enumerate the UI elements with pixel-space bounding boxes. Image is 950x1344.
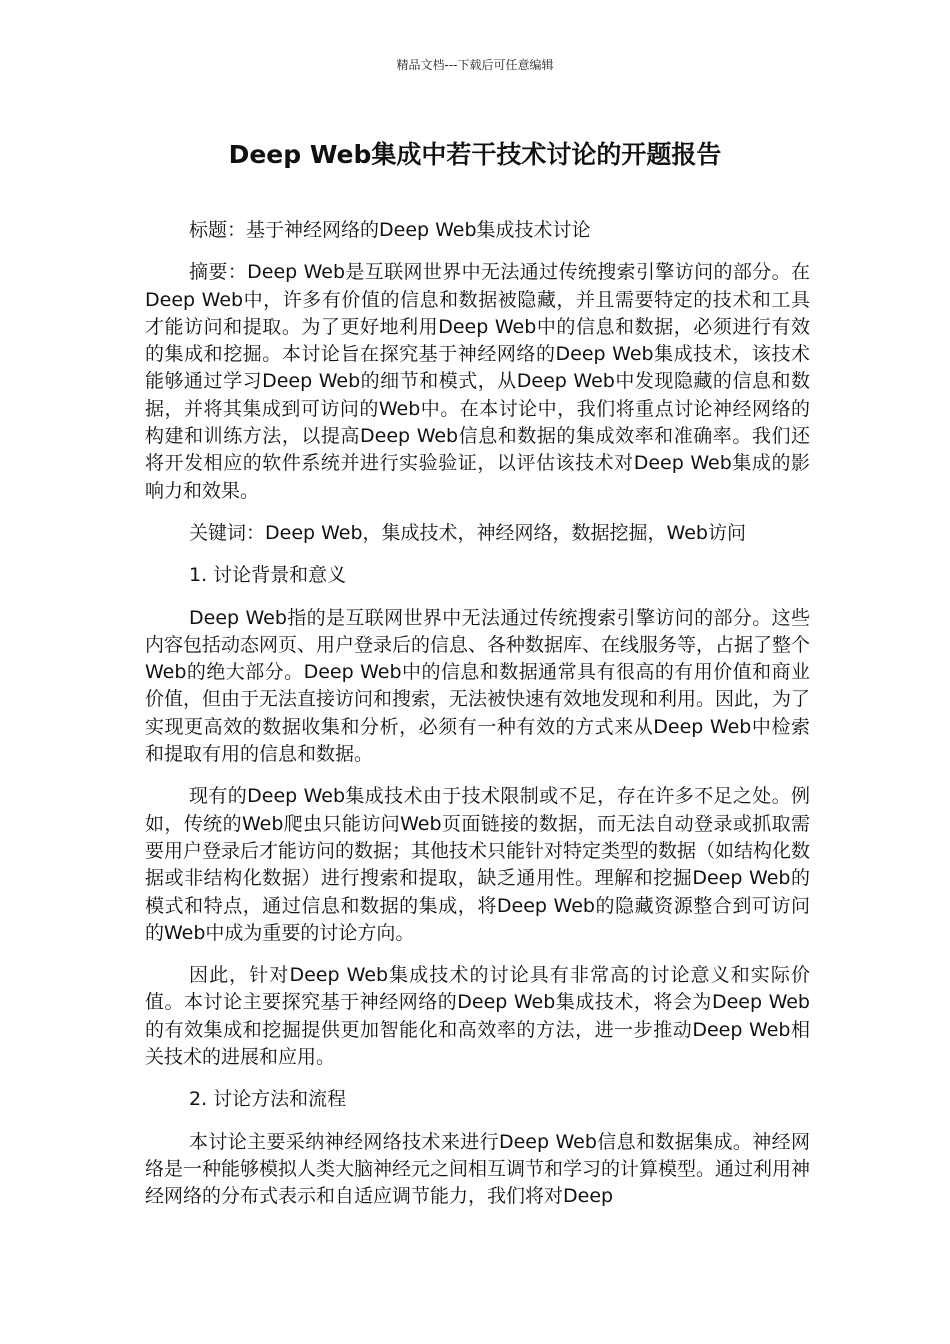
document-body — [145, 217, 810, 1226]
body-paragraph: 本讨论主要采纳神经网络技术来进行Deep Web信息和数据集成。神经网络是一种能够模拟人类大脑神经元之间相互调节和学习的计算模型。通过利用神经网络的分布式表示和自适应调节能力，我们将对Deep — [145, 1130, 811, 1208]
body-paragraph: 因此，针对Deep Web集成技术的讨论具有非常高的讨论意义和实际价值。本讨论主要探究基于神经网络的Deep Web集成技术，将会为Deep Web的有效集成和挖掘提供更加智能化和高效率的方法，进一步推动Deep Web相关技术的进展和应用。 — [145, 964, 810, 1069]
page-header: 精品文档---下载后可任意编辑 — [396, 58, 554, 72]
subject-line: 标题：基于神经网络的Deep Web集成技术讨论 — [189, 219, 591, 241]
keywords-line: 关键词：Deep Web，集成技术，神经网络，数据挖掘，Web访问 — [189, 521, 746, 544]
abstract-paragraph: 摘要：Deep Web是互联网世界中无法通过传统搜索引擎访问的部分。在Deep Web中，许多有价值的信息和数据被隐藏，并且需要特定的技术和工具才能访问和提取。为了更好地利用Deep Web中的信息和数据，必须进行有效的集成和挖掘。本讨论旨在探究基于神经网络的Deep Web集成技术，该技术能够通过学习Deep Web的细节和模式，从Deep Web中发现隐藏的信息和数据，并将其集成到可访问的Web中。在本讨论中，我们将重点讨论神经网络的构建和训练方法，以提高Deep Web信息和数据的集成效率和准确率。我们还将开发相应的软件系统并进行实验验证，以评估该技术对Deep Web集成的影响力和效果。 — [145, 261, 810, 502]
body-paragraph: Deep Web指的是互联网世界中无法通过传统搜索引擎访问的部分。这些内容包括动态网页、用户登录后的信息、各种数据库、在线服务等，占据了整个Web的绝大部分。Deep Web中的信息和数据通常具有很高的有用价值和商业价值，但由于无法直接访问和搜索，无法被快速有效地发现和利用。因此，为了实现更高效的数据收集和分析，必须有一种有效的方式来从Deep Web中检索和提取有用的信息和数据。 — [145, 606, 811, 766]
section-heading-method: 2. 讨论方法和流程 — [189, 1088, 347, 1111]
document-title: Deep Web集成中若干技术讨论的开题报告 — [228, 140, 722, 169]
section-heading-background: 1. 讨论背景和意义 — [189, 564, 347, 587]
body-paragraph: 现有的Deep Web集成技术由于技术限制或不足，存在许多不足之处。例如，传统的Web爬虫只能访问Web页面链接的数据，而无法自动登录或抓取需要用户登录后才能访问的数据；其他技术只能针对特定类型的数据（如结构化数据或非结构化数据）进行搜索和提取，缺乏通用性。理解和挖掘Deep Web的模式和特点，通过信息和数据的集成，将Deep Web的隐藏资源整合到可访问的Web中成为重要的讨论方向。 — [145, 785, 811, 944]
